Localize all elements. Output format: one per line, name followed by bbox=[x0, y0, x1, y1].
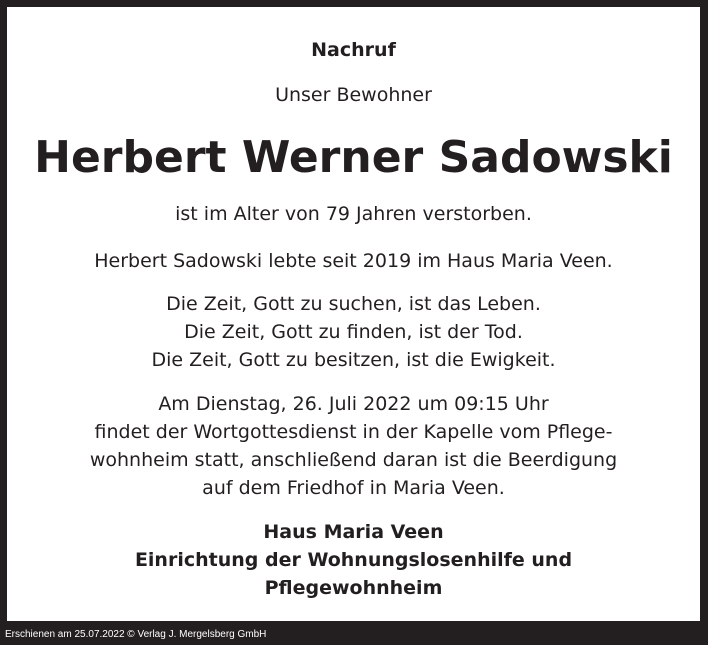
signature-line: Einrichtung der Wohnungslosenhilfe und bbox=[134, 549, 573, 571]
obituary-notice bbox=[7, 7, 700, 621]
service-line: Am Dienstag, 26. Juli 2022 um 09:15 Uhr bbox=[158, 393, 549, 415]
notice-subheading: Unser Bewohner bbox=[275, 84, 432, 106]
signature-line: Haus Maria Veen bbox=[263, 521, 444, 543]
poem-block bbox=[7, 290, 700, 374]
service-line: wohnheim statt, anschließend daran ist die Beerdigung bbox=[89, 449, 618, 471]
service-line: auf dem Friedhof in Maria Veen. bbox=[202, 477, 505, 499]
publication-credit: Erschienen am 25.07.2022 © Verlag J. Mergelsberg GmbH bbox=[5, 629, 267, 640]
signature-line: Pflegewohnheim bbox=[264, 577, 443, 599]
residence-line: Herbert Sadowski lebte seit 2019 im Haus Maria Veen. bbox=[94, 250, 613, 272]
service-info bbox=[7, 390, 700, 502]
deceased-name: Herbert Werner Sadowski bbox=[34, 132, 673, 183]
notice-heading: Nachruf bbox=[311, 39, 396, 61]
age-line: ist im Alter von 79 Jahren verstorben. bbox=[175, 203, 532, 225]
poem-line: Die Zeit, Gott zu finden, ist der Tod. bbox=[184, 321, 523, 343]
service-line: findet der Wortgottesdienst in der Kapelle vom Pflege- bbox=[94, 421, 613, 443]
poem-line: Die Zeit, Gott zu besitzen, ist die Ewigkeit. bbox=[151, 349, 556, 371]
poem-line: Die Zeit, Gott zu suchen, ist das Leben. bbox=[166, 293, 541, 315]
signature-block bbox=[7, 518, 700, 602]
